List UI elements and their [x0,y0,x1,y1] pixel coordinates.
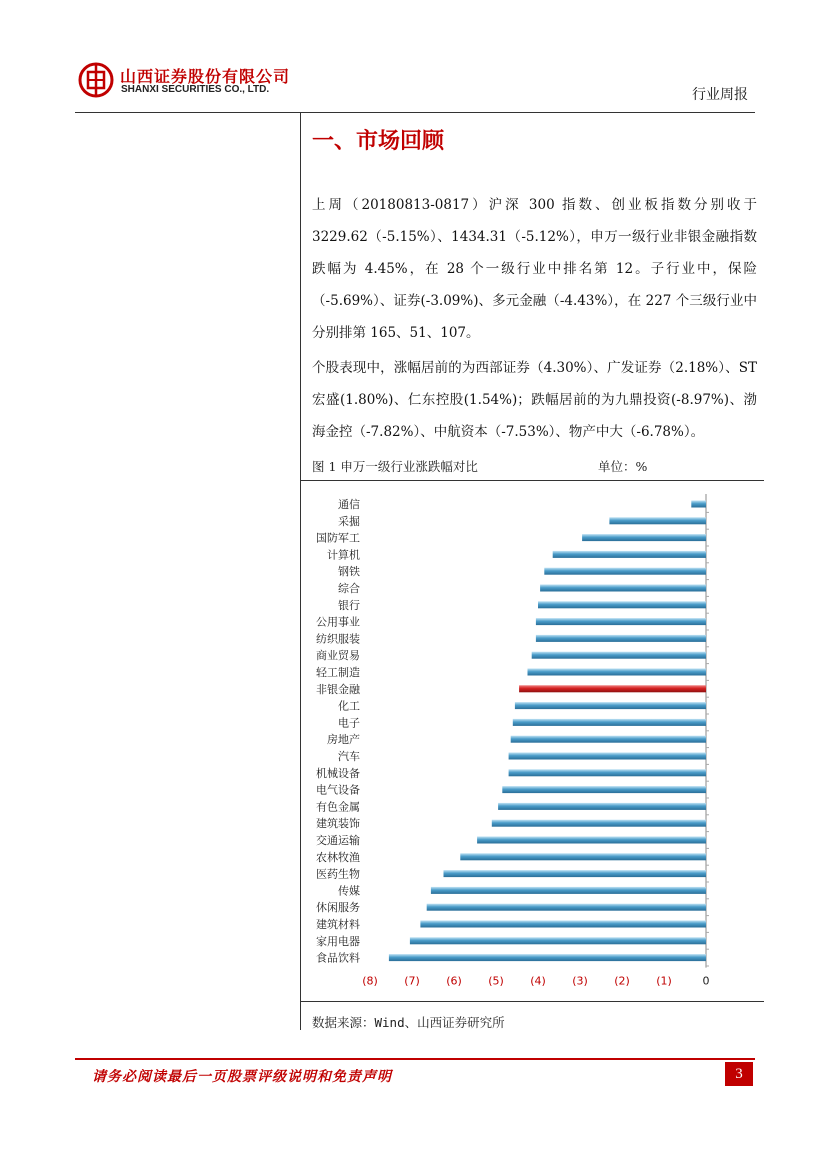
bar-休闲服务 [427,904,706,911]
category-label: 食品饮料 [316,951,360,965]
bar-通信 [691,501,706,508]
category-label: 医药生物 [316,867,360,881]
category-label: 采掘 [338,514,360,528]
x-tick-label: (5) [488,974,504,988]
category-label: 轻工制造 [316,666,360,679]
category-label: 电气设备 [316,783,360,797]
bar-医药生物 [444,870,707,877]
category-label: 纺织服装 [316,632,360,646]
bar-交通运输 [477,837,706,844]
bar-有色金属 [498,803,706,810]
category-label: 交通运输 [316,834,360,847]
bar-银行 [538,601,706,608]
category-label: 房地产 [327,733,360,747]
category-label: 电子 [338,716,360,730]
category-label: 通信 [338,498,360,511]
bar-国防军工 [582,534,706,541]
shanxi-securities-logo-icon [78,62,114,98]
category-label: 化工 [338,699,360,713]
disclaimer-text: 请务必阅读最后一页股票评级说明和免责声明 [92,1069,392,1085]
company-name-cn: 山西证券股份有限公司 [120,67,291,86]
category-label: 银行 [338,598,360,612]
category-label: 建筑装饰 [316,817,360,831]
company-name-en: SHANXI SECURITIES CO., LTD. [121,84,270,95]
x-tick-label: (6) [446,974,462,988]
stock-performance-paragraph: 个股表现中，涨幅居前的为西部证券（4.30%）、广发证券（2.18%）、ST 宏盛(1.80%)、仁东控股(1.54%)；跌幅居前的为九鼎投资(-8.97%)、渤海金控（-7.82%）、中航资本（-7.53%）、物产中大（-6.78%）。 [312,360,757,440]
category-label: 家用电器 [316,934,360,948]
bar-化工 [515,702,706,709]
bar-农林牧渔 [460,853,706,860]
x-tick-label: (1) [656,974,672,988]
bar-计算机 [553,551,706,558]
category-label: 汽车 [338,750,360,763]
page-number: 3 [725,1062,753,1086]
industry-change-bar-chart [300,480,764,1000]
category-label: 计算机 [327,548,360,562]
category-label: 建筑材料 [316,918,360,931]
bar-采掘 [609,517,706,524]
bar-非银金融 [519,685,706,692]
bar-房地产 [511,736,706,743]
bar-公用事业 [536,618,706,625]
category-label: 国防军工 [316,531,360,545]
bar-家用电器 [410,937,706,944]
figure-source: 数据来源：Wind、山西证券研究所 [312,1015,505,1030]
category-label: 非银金融 [316,682,360,696]
category-label: 农林牧渔 [316,850,360,864]
category-label: 机械设备 [316,766,360,780]
bar-建筑材料 [420,921,706,928]
bar-电气设备 [502,786,706,793]
bar-机械设备 [509,769,706,776]
header-divider [75,112,755,113]
x-tick-label: (8) [362,974,378,988]
x-tick-label: 0 [702,974,710,988]
category-label: 有色金属 [316,800,360,814]
bar-钢铁 [544,568,706,575]
bar-综合 [540,585,706,592]
x-tick-label: (7) [404,974,420,988]
category-label: 商业贸易 [316,649,360,663]
bar-轻工制造 [528,669,707,676]
bar-汽车 [509,753,706,760]
figure-caption: 图 1 申万一级行业涨跌幅对比 [312,459,478,474]
category-label: 传媒 [338,884,360,898]
x-tick-label: (3) [572,974,588,988]
footer-divider [75,1058,755,1060]
bar-建筑装饰 [492,820,706,827]
figure-bottom-rule [300,1001,764,1002]
category-label: 钢铁 [338,565,360,579]
category-label: 综合 [338,582,360,595]
report-type: 行业周报 [692,87,748,103]
bar-食品饮料 [389,954,706,961]
bar-商业贸易 [532,652,706,659]
x-tick-label: (2) [614,974,630,988]
bar-传媒 [431,887,706,894]
category-label: 公用事业 [316,615,360,629]
figure-unit: 单位：% [598,459,648,474]
market-review-paragraph: 上周（20180813-0817）沪深 300 指数、创业板指数分别收于 3229.62（-5.15%）、1434.31（-5.12%），申万一级行业非银金融指数跌幅为 4.45%，在 28 个一级行业中排名第 12。子行业中，保险（-5.69%）、证券(-3.09%)、多元金融（-4.43%），在 227 个三级行业中分别排第 165、51、107。 [312,197,757,341]
bar-电子 [513,719,706,726]
x-tick-label: (4) [530,974,546,988]
bar-纺织服装 [536,635,706,642]
section-title: 一、市场回顾 [312,129,445,154]
category-label: 休闲服务 [316,901,360,915]
